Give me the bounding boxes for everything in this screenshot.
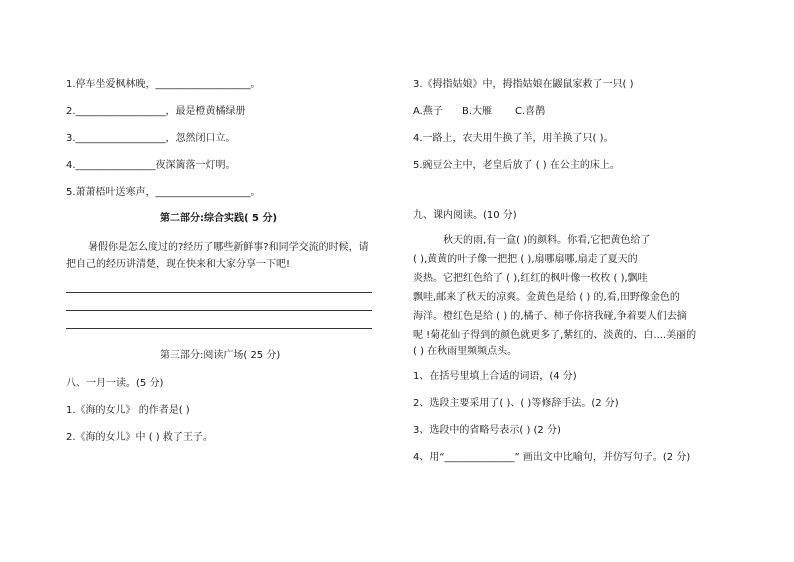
section9-title: 九、课内阅读。(10 分) — [413, 210, 517, 221]
question-4: 4.一路上，农夫用牛换了羊，用羊换了只( )。 — [413, 133, 614, 144]
reading-question-2: 2、选段主要采用了( )、( )等修辞手法。(2 分) — [413, 398, 619, 409]
answer-line-2[interactable] — [66, 310, 372, 311]
question-2: 2.《海的女儿》中 ( ) 救了王子。 — [66, 432, 213, 443]
poem-fill-item-1: 1.停车坐爱枫林晚，___________________。 — [66, 79, 261, 90]
question-3: 3.《拇指姑娘》中，拇指姑娘在鼹鼠家救了一只( ) — [413, 79, 634, 90]
poem-fill-item-2: 2.__________________，最是橙黄橘绿册 — [66, 106, 246, 117]
passage-line-3: 炎热。它把红色给了 ( ),红红的枫叶像一枚枚 ( ),飘哇 — [413, 273, 648, 284]
question-1: 1.《海的女儿》 的作者是( ) — [66, 405, 190, 416]
part2-prompt-line-2: 把自己的经历讲清楚，现在快来和大家分享一下吧! — [66, 259, 291, 270]
part2-title: 第二部分:综合实践( 5 分) — [160, 213, 278, 224]
passage-line-7: ( ) 在秋雨里频频点头。 — [413, 346, 518, 357]
poem-fill-item-4: 4.________________夜深篱落一灯明。 — [66, 160, 236, 171]
reading-question-4: 4、用“______________” 画出文中比喻句，并仿写句子。(2 分) — [413, 452, 691, 463]
poem-fill-item-5: 5.萧萧梧叶送寒声，___________________。 — [66, 187, 261, 198]
passage-line-4: 飘哇,邮来了秋天的凉爽。金黄色是给 ( ) 的,看,田野像金色的 — [413, 292, 680, 303]
answer-line-3[interactable] — [66, 328, 372, 329]
passage-line-1: 秋天的雨,有一盒( )的颜料。你看,它把黄色给了 — [443, 235, 651, 246]
answer-line-1[interactable] — [66, 292, 372, 293]
reading-question-3: 3、选段中的省略号表示( ) (2 分) — [413, 425, 561, 436]
q3-option-b: B.大雁 — [462, 106, 493, 117]
passage-line-6: 呢 !菊花仙子得到的颜色就更多了,紫红的、淡黄的、白....美丽的 — [413, 330, 697, 341]
passage-line-5: 海洋。橙红色是给 ( ) 的,橘子、柿子你挤我碰,争着要人们去摘 — [413, 311, 687, 322]
q3-option-a: A.燕子 — [413, 106, 443, 117]
poem-fill-item-3: 3.__________________，忽然闭口立。 — [66, 133, 236, 144]
passage-line-2: ( ),黄黄的叶子像一把把 ( ),扇哪扇哪,扇走了夏天的 — [413, 254, 638, 265]
question-5: 5.豌豆公主中，老皇后放了 ( ) 在公主的床上。 — [413, 160, 620, 171]
part2-prompt-line-1: 暑假你是怎么度过的?经历了哪些新鲜事?和同学交流的时候，请 — [88, 242, 369, 253]
reading-question-1: 1、在括号里填上合适的词语，(4 分) — [413, 371, 577, 382]
section8-title: 八、一月一读。(5 分) — [66, 378, 164, 389]
q3-option-c: C.喜鹊 — [515, 106, 546, 117]
part3-title: 第三部分:阅读广场( 25 分) — [160, 350, 281, 361]
